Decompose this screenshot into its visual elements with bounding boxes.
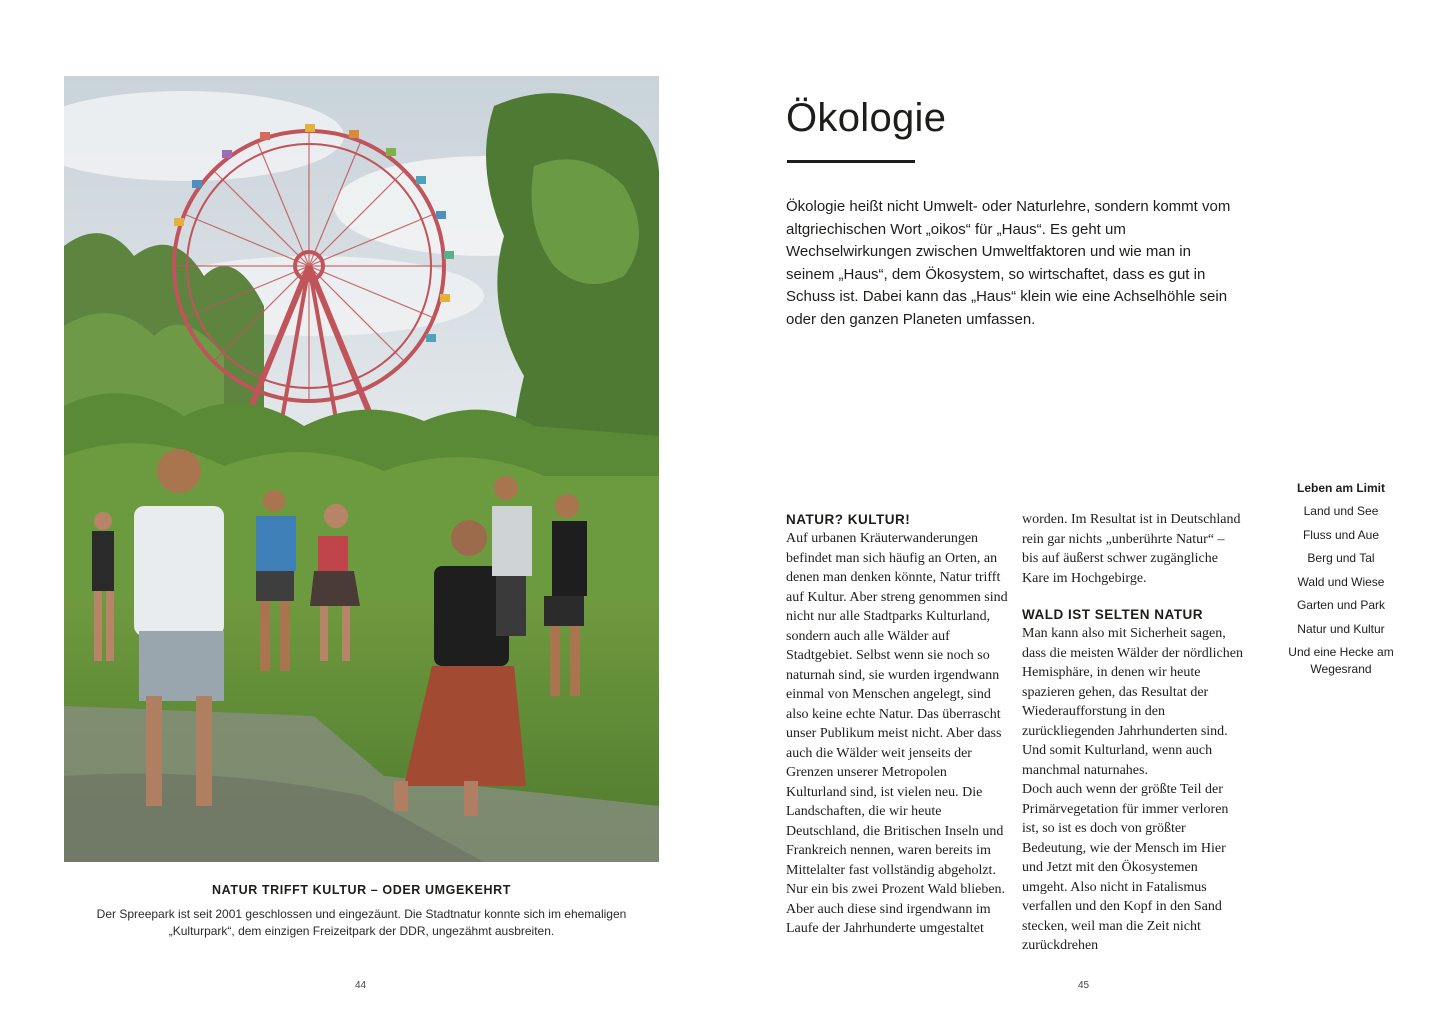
photo-caption-text: Der Spreepark ist seit 2001 geschlossen und eingezäunt. Die Stadtnatur konnte sich im ehemaligen „Kulturpark“, dem einzigen Freizeitpark der DDR, ungezähmt ausbreiten. <box>96 907 627 938</box>
sidebar-item-hecke: Und eine Hecke am Wegesrand <box>1288 645 1394 676</box>
section-text-natur-kultur: Auf urbanen Kräuterwanderungen befindet man sich häufig an Orten, an denen man denken könnte, Natur trifft auf Kultur. Aber streng genommen sind nicht nur alle Stadtparks Kulturland, sondern auch alle Wälder auf Stadtgebiet. Selbst wenn sie noch so naturnah sind, sie wurden irgendwann einmal von Menschen angelegt, sind also keine echte Natur. Das überrascht unser Publikum meist nicht. Aber dass auch die Wälder weit jenseits der Grenzen unserer Metropolen Kulturland sind, ist vielen neu. Die Landschaften, die wir heute Deutschland, die Britischen Inseln und Frankreich nennen, waren bereits im Mittelalter fast vollständig abgeholzt. Nur ein bis zwei Prozent Wald blieben. Aber auch diese sind irgendwann im Laufe der Jahrhunderte umgestaltet <box>786 531 1008 936</box>
page-title: Ökologie <box>786 96 947 140</box>
page-number-right: 45 <box>1078 980 1090 991</box>
section-text-wald-a: Man kann also mit Sicherheit sagen, dass die meisten Wälder der nördlichen Hemisphäre, in denen wir heute spazieren gehen, das Resultat der Wiederaufforstung in den zurückliegenden Jahrhunderten sind. Und somit Kulturland, wenn auch manchmal naturnahes. <box>1022 626 1243 778</box>
sidebar-item-fluss-und-aue: Fluss und Aue <box>1302 527 1380 542</box>
photo-caption-title: NATUR TRIFFT KULTUR – ODER UMGEKEHRT <box>212 883 511 897</box>
section-heading-wald: WALD IST SELTEN NATUR <box>1022 607 1203 622</box>
sidebar-item-natur-und-kultur: Natur und Kultur <box>1297 621 1385 636</box>
text-column-2 <box>1022 510 1244 956</box>
sidebar-item-wald-und-wiese: Wald und Wiese <box>1297 574 1385 589</box>
sidebar-item-garten-und-park: Garten und Park <box>1296 598 1386 612</box>
text-column-1 <box>786 510 1008 939</box>
intro-text: Ökologie heißt nicht Umwelt- oder Naturlehre, sondern kommt vom altgriechischen Wort „oikos“ für „Haus“. Es geht um Wechselwirkungen zwischen Umweltfaktoren und wie man in seinem „Haus“, dem Ökosystem, so wirtschaftet, dass es gut in Schuss ist. Dabei kann das „Haus“ klein wie eine Achselhöhle sein oder den ganzen Planeten umfassen. <box>786 198 1231 328</box>
intro-paragraph <box>786 196 1236 332</box>
ferris-wheel-photo <box>64 76 659 862</box>
section-text-continued: worden. Im Resultat ist in Deutschland rein gar nichts „unberührte Natur“ – bis auf äußerst schwer zugängliche Kare im Hochgebirge. <box>1022 512 1241 586</box>
sidebar-list <box>1283 503 1399 678</box>
sidebar-item-land-und-see: Land und See <box>1303 504 1379 518</box>
chapter-sidebar <box>1283 480 1399 685</box>
sidebar-item-berg-und-tal: Berg und Tal <box>1307 551 1375 565</box>
section-heading-natur-kultur: NATUR? KULTUR! <box>786 512 911 527</box>
page-number-left: 44 <box>355 980 367 991</box>
sidebar-title: Leben am Limit <box>1296 481 1385 495</box>
title-rule <box>787 160 915 163</box>
section-text-wald-b: Doch auch wenn der größte Teil der Primärvegetation für immer verloren ist, so ist es doch von größter Bedeutung, wie der Mensch im Hier und Jetzt mit den Ökosystemen umgeht. Also nicht in Fatalismus verfallen und den Kopf in den Sand stecken, weil man die Zeit nicht zurückdrehen <box>1022 782 1229 953</box>
